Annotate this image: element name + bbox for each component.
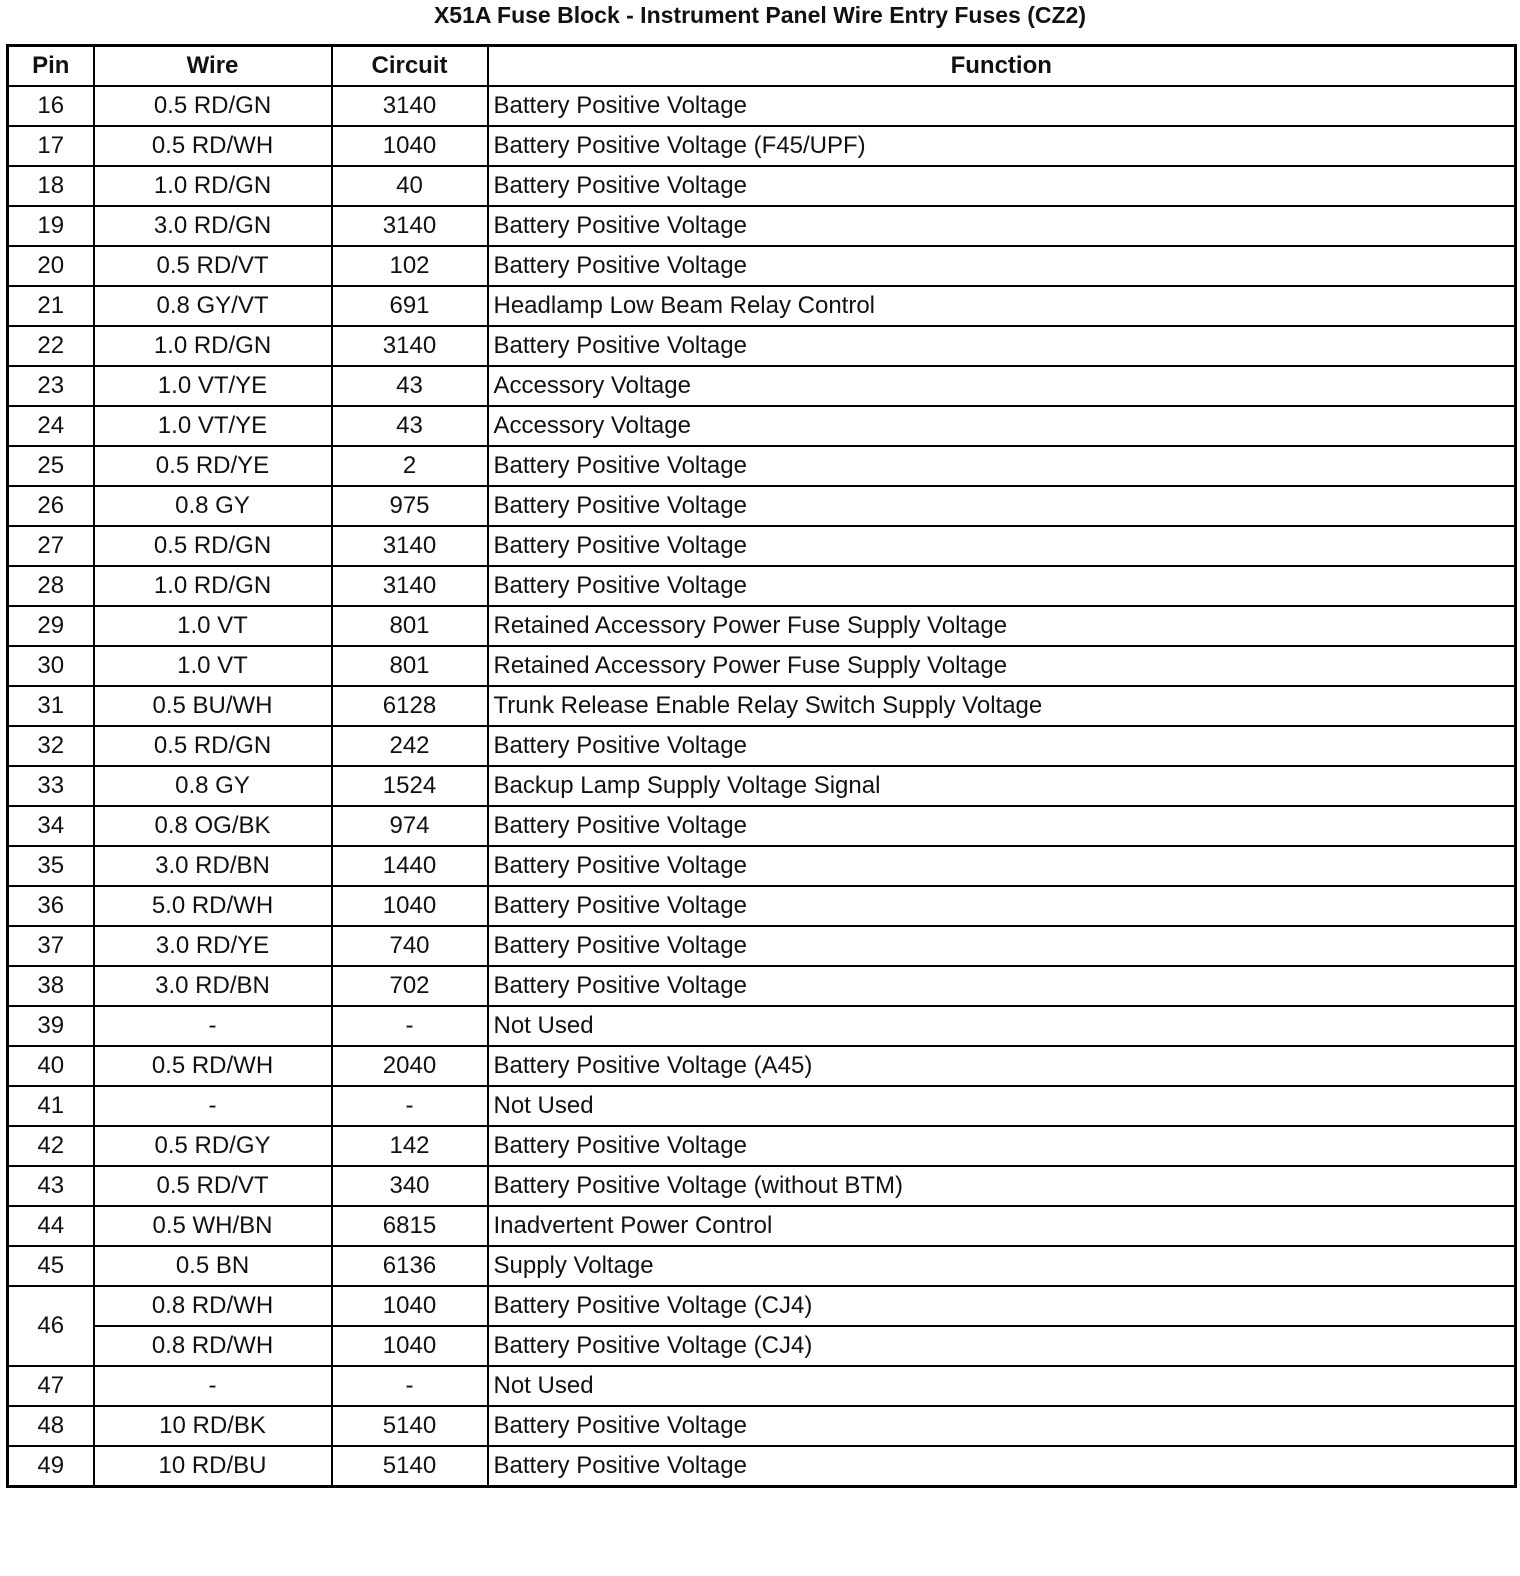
function-cell: Battery Positive Voltage bbox=[488, 166, 1516, 206]
circuit-cell: 43 bbox=[332, 406, 488, 446]
wire-cell: 0.5 RD/WH bbox=[94, 126, 332, 166]
function-cell: Backup Lamp Supply Voltage Signal bbox=[488, 766, 1516, 806]
pin-cell: 33 bbox=[8, 766, 94, 806]
wire-cell: 0.5 RD/YE bbox=[94, 446, 332, 486]
function-cell: Battery Positive Voltage bbox=[488, 526, 1516, 566]
circuit-cell: 142 bbox=[332, 1126, 488, 1166]
wire-cell: 3.0 RD/GN bbox=[94, 206, 332, 246]
circuit-cell: 3140 bbox=[332, 326, 488, 366]
circuit-cell: 1440 bbox=[332, 846, 488, 886]
function-cell: Battery Positive Voltage bbox=[488, 326, 1516, 366]
pin-cell: 34 bbox=[8, 806, 94, 846]
function-cell: Battery Positive Voltage bbox=[488, 846, 1516, 886]
wire-cell: 1.0 VT bbox=[94, 646, 332, 686]
table-row bbox=[8, 566, 1516, 606]
table-row bbox=[8, 1366, 1516, 1406]
function-cell: Battery Positive Voltage bbox=[488, 806, 1516, 846]
function-cell: Retained Accessory Power Fuse Supply Voltage bbox=[488, 646, 1516, 686]
column-header-pin: Pin bbox=[8, 46, 94, 87]
table-row bbox=[8, 166, 1516, 206]
pin-cell: 26 bbox=[8, 486, 94, 526]
wire-cell: 0.5 BU/WH bbox=[94, 686, 332, 726]
circuit-cell: 5140 bbox=[332, 1406, 488, 1446]
pin-cell: 16 bbox=[8, 86, 94, 126]
pin-cell: 19 bbox=[8, 206, 94, 246]
table-row bbox=[8, 1286, 1516, 1326]
wire-cell: 0.8 RD/WH bbox=[94, 1286, 332, 1326]
wire-cell: 10 RD/BK bbox=[94, 1406, 332, 1446]
circuit-cell: 242 bbox=[332, 726, 488, 766]
pin-cell: 43 bbox=[8, 1166, 94, 1206]
pin-cell: 27 bbox=[8, 526, 94, 566]
pin-table bbox=[6, 44, 1517, 1488]
wire-cell: 3.0 RD/BN bbox=[94, 846, 332, 886]
pin-cell: 35 bbox=[8, 846, 94, 886]
pin-cell: 30 bbox=[8, 646, 94, 686]
table-row bbox=[8, 406, 1516, 446]
wire-cell: 0.8 OG/BK bbox=[94, 806, 332, 846]
function-cell: Not Used bbox=[488, 1366, 1516, 1406]
function-cell: Battery Positive Voltage (A45) bbox=[488, 1046, 1516, 1086]
pin-cell: 49 bbox=[8, 1446, 94, 1487]
table-row bbox=[8, 686, 1516, 726]
table-row bbox=[8, 326, 1516, 366]
wire-cell: - bbox=[94, 1086, 332, 1126]
function-cell: Battery Positive Voltage bbox=[488, 486, 1516, 526]
table-row bbox=[8, 726, 1516, 766]
wire-cell: 0.8 GY bbox=[94, 766, 332, 806]
circuit-cell: 1040 bbox=[332, 1286, 488, 1326]
circuit-cell: 1524 bbox=[332, 766, 488, 806]
pin-cell: 42 bbox=[8, 1126, 94, 1166]
wire-cell: 1.0 VT bbox=[94, 606, 332, 646]
circuit-cell: 102 bbox=[332, 246, 488, 286]
table-row bbox=[8, 966, 1516, 1006]
circuit-cell: 691 bbox=[332, 286, 488, 326]
pin-cell: 37 bbox=[8, 926, 94, 966]
pin-cell: 39 bbox=[8, 1006, 94, 1046]
circuit-cell: 975 bbox=[332, 486, 488, 526]
pin-cell: 44 bbox=[8, 1206, 94, 1246]
table-row bbox=[8, 766, 1516, 806]
circuit-cell: 6128 bbox=[332, 686, 488, 726]
table-row bbox=[8, 846, 1516, 886]
pin-cell: 24 bbox=[8, 406, 94, 446]
table-row bbox=[8, 1446, 1516, 1487]
wire-cell: 0.5 RD/WH bbox=[94, 1046, 332, 1086]
table-body bbox=[8, 86, 1516, 1487]
wire-cell: 0.8 GY/VT bbox=[94, 286, 332, 326]
pin-cell: 29 bbox=[8, 606, 94, 646]
wire-cell: 1.0 VT/YE bbox=[94, 406, 332, 446]
table-row bbox=[8, 1006, 1516, 1046]
circuit-cell: 1040 bbox=[332, 886, 488, 926]
function-cell: Battery Positive Voltage bbox=[488, 1446, 1516, 1487]
pin-cell: 46 bbox=[8, 1286, 94, 1366]
circuit-cell: 3140 bbox=[332, 566, 488, 606]
column-header-function: Function bbox=[488, 46, 1516, 87]
function-cell: Inadvertent Power Control bbox=[488, 1206, 1516, 1246]
wire-cell: - bbox=[94, 1006, 332, 1046]
function-cell: Battery Positive Voltage bbox=[488, 246, 1516, 286]
table-row bbox=[8, 1126, 1516, 1166]
function-cell: Battery Positive Voltage (CJ4) bbox=[488, 1326, 1516, 1366]
pin-cell: 38 bbox=[8, 966, 94, 1006]
table-row bbox=[8, 926, 1516, 966]
circuit-cell: 801 bbox=[332, 646, 488, 686]
circuit-cell: 340 bbox=[332, 1166, 488, 1206]
pin-cell: 25 bbox=[8, 446, 94, 486]
wire-cell: 3.0 RD/BN bbox=[94, 966, 332, 1006]
function-cell: Battery Positive Voltage (F45/UPF) bbox=[488, 126, 1516, 166]
function-cell: Battery Positive Voltage bbox=[488, 726, 1516, 766]
wire-cell: 0.5 RD/VT bbox=[94, 1166, 332, 1206]
circuit-cell: 1040 bbox=[332, 126, 488, 166]
function-cell: Battery Positive Voltage (CJ4) bbox=[488, 1286, 1516, 1326]
wire-cell: 0.5 RD/GN bbox=[94, 726, 332, 766]
wire-cell: 10 RD/BU bbox=[94, 1446, 332, 1487]
wire-cell: 3.0 RD/YE bbox=[94, 926, 332, 966]
pin-cell: 48 bbox=[8, 1406, 94, 1446]
function-cell: Battery Positive Voltage bbox=[488, 1126, 1516, 1166]
wire-cell: 0.5 RD/GY bbox=[94, 1126, 332, 1166]
circuit-cell: 974 bbox=[332, 806, 488, 846]
wire-cell: 1.0 RD/GN bbox=[94, 326, 332, 366]
pin-cell: 31 bbox=[8, 686, 94, 726]
column-header-circuit: Circuit bbox=[332, 46, 488, 87]
table-row bbox=[8, 446, 1516, 486]
table-row bbox=[8, 86, 1516, 126]
function-cell: Trunk Release Enable Relay Switch Supply Voltage bbox=[488, 686, 1516, 726]
pin-cell: 17 bbox=[8, 126, 94, 166]
function-cell: Battery Positive Voltage bbox=[488, 446, 1516, 486]
table-row bbox=[8, 806, 1516, 846]
table-row bbox=[8, 606, 1516, 646]
wire-cell: 1.0 RD/GN bbox=[94, 566, 332, 606]
function-cell: Headlamp Low Beam Relay Control bbox=[488, 286, 1516, 326]
table-row bbox=[8, 206, 1516, 246]
wire-cell: - bbox=[94, 1366, 332, 1406]
pin-cell: 18 bbox=[8, 166, 94, 206]
pin-cell: 22 bbox=[8, 326, 94, 366]
circuit-cell: 702 bbox=[332, 966, 488, 1006]
circuit-cell: 801 bbox=[332, 606, 488, 646]
table-row bbox=[8, 1246, 1516, 1286]
pin-cell: 41 bbox=[8, 1086, 94, 1126]
function-cell: Battery Positive Voltage bbox=[488, 966, 1516, 1006]
function-cell: Battery Positive Voltage bbox=[488, 206, 1516, 246]
circuit-cell: 3140 bbox=[332, 86, 488, 126]
function-cell: Battery Positive Voltage (without BTM) bbox=[488, 1166, 1516, 1206]
circuit-cell: 740 bbox=[332, 926, 488, 966]
function-cell: Battery Positive Voltage bbox=[488, 566, 1516, 606]
pin-cell: 36 bbox=[8, 886, 94, 926]
circuit-cell: - bbox=[332, 1086, 488, 1126]
function-cell: Supply Voltage bbox=[488, 1246, 1516, 1286]
table-row bbox=[8, 1086, 1516, 1126]
circuit-cell: 3140 bbox=[332, 206, 488, 246]
circuit-cell: - bbox=[332, 1366, 488, 1406]
wire-cell: 1.0 RD/GN bbox=[94, 166, 332, 206]
wire-cell: 0.5 RD/GN bbox=[94, 86, 332, 126]
column-header-wire: Wire bbox=[94, 46, 332, 87]
wire-cell: 5.0 RD/WH bbox=[94, 886, 332, 926]
table-row bbox=[8, 886, 1516, 926]
pin-cell: 23 bbox=[8, 366, 94, 406]
table-row bbox=[8, 646, 1516, 686]
table-row bbox=[8, 1326, 1516, 1366]
wire-cell: 1.0 VT/YE bbox=[94, 366, 332, 406]
table-row bbox=[8, 1046, 1516, 1086]
function-cell: Retained Accessory Power Fuse Supply Voltage bbox=[488, 606, 1516, 646]
function-cell: Not Used bbox=[488, 1006, 1516, 1046]
table-row bbox=[8, 526, 1516, 566]
wire-cell: 0.5 WH/BN bbox=[94, 1206, 332, 1246]
table-row bbox=[8, 366, 1516, 406]
wire-cell: 0.8 RD/WH bbox=[94, 1326, 332, 1366]
function-cell: Accessory Voltage bbox=[488, 406, 1516, 446]
function-cell: Accessory Voltage bbox=[488, 366, 1516, 406]
wire-cell: 0.5 BN bbox=[94, 1246, 332, 1286]
table-row bbox=[8, 286, 1516, 326]
page-title: X51A Fuse Block - Instrument Panel Wire Entry Fuses (CZ2) bbox=[433, 2, 1087, 28]
table-row bbox=[8, 1406, 1516, 1446]
pin-cell: 40 bbox=[8, 1046, 94, 1086]
circuit-cell: 3140 bbox=[332, 526, 488, 566]
circuit-cell: 5140 bbox=[332, 1446, 488, 1487]
pin-cell: 47 bbox=[8, 1366, 94, 1406]
pin-cell: 21 bbox=[8, 286, 94, 326]
table-row bbox=[8, 1166, 1516, 1206]
circuit-cell: 2 bbox=[332, 446, 488, 486]
wire-cell: 0.5 RD/GN bbox=[94, 526, 332, 566]
function-cell: Not Used bbox=[488, 1086, 1516, 1126]
function-cell: Battery Positive Voltage bbox=[488, 1406, 1516, 1446]
wire-cell: 0.5 RD/VT bbox=[94, 246, 332, 286]
table-row bbox=[8, 246, 1516, 286]
circuit-cell: - bbox=[332, 1006, 488, 1046]
circuit-cell: 6136 bbox=[332, 1246, 488, 1286]
table-row bbox=[8, 126, 1516, 166]
table-row bbox=[8, 486, 1516, 526]
function-cell: Battery Positive Voltage bbox=[488, 86, 1516, 126]
function-cell: Battery Positive Voltage bbox=[488, 926, 1516, 966]
circuit-cell: 40 bbox=[332, 166, 488, 206]
circuit-cell: 43 bbox=[332, 366, 488, 406]
wire-cell: 0.8 GY bbox=[94, 486, 332, 526]
circuit-cell: 2040 bbox=[332, 1046, 488, 1086]
pin-cell: 28 bbox=[8, 566, 94, 606]
pin-cell: 45 bbox=[8, 1246, 94, 1286]
circuit-cell: 6815 bbox=[332, 1206, 488, 1246]
function-cell: Battery Positive Voltage bbox=[488, 886, 1516, 926]
table-row bbox=[8, 1206, 1516, 1246]
pin-cell: 32 bbox=[8, 726, 94, 766]
pin-cell: 20 bbox=[8, 246, 94, 286]
circuit-cell: 1040 bbox=[332, 1326, 488, 1366]
header-row bbox=[8, 46, 1516, 87]
